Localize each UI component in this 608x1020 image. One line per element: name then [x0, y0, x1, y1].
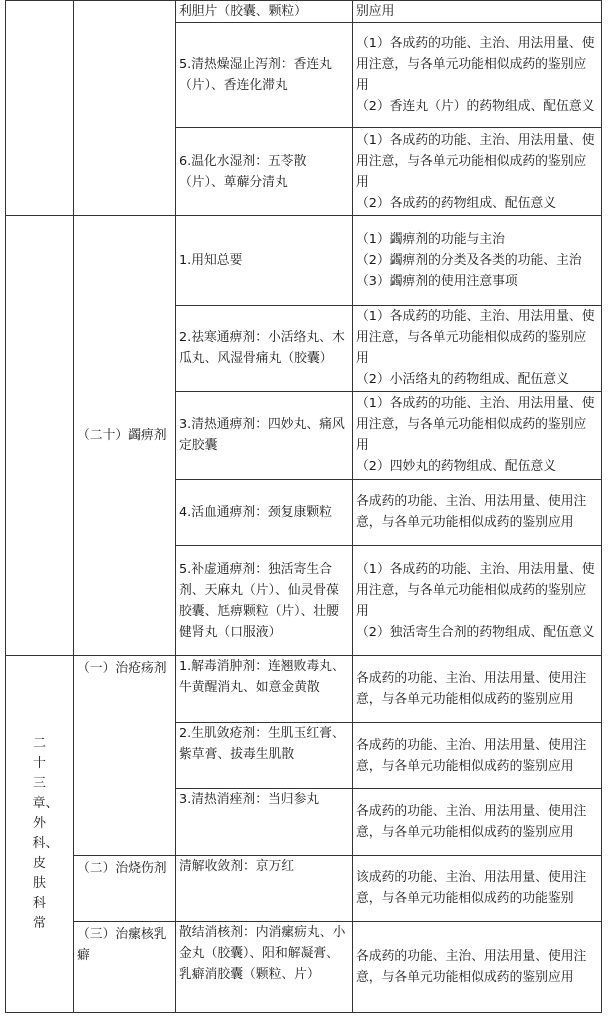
- table-row: [6, 656, 602, 723]
- unit-title: （一）治疮疡剂: [74, 656, 176, 855]
- item-requirement: 各成药的功能、主治、用法用量、使用注意，与各单元功能相似成药的鉴别应用: [353, 656, 602, 723]
- syllabus-table: [5, 0, 602, 1013]
- item-requirement: 各成药的功能、主治、用法用量、使用注意，与各单元功能相似成药的鉴别应用: [353, 479, 602, 545]
- item-name: 5.清热燥湿止泻剂：香连丸（片）、香连化滞丸: [176, 23, 353, 128]
- item-name: 1.解毒消肿剂：连翘败毒丸、牛黄醒消丸、如意金黄散: [176, 656, 353, 723]
- table-row: [6, 855, 602, 921]
- unit-title: （二十）蠲痹剂: [74, 216, 176, 656]
- unit-cell-empty: [74, 1, 176, 216]
- chapter-title: 二十三章、外科、皮肤科常: [6, 656, 74, 1013]
- item-name: 5.补虚通痹剂：独活寄生合剂、天麻丸（片）、仙灵骨葆胶囊、尪痹颗粒（片）、壮腰健肾丸（口服液）: [176, 546, 353, 656]
- item-requirement: （1）各成药的功能、主治、用法用量、使用注意，与各单元功能相似成药的鉴别应用 （2）小活络丸的药物组成、配伍意义: [353, 305, 602, 391]
- item-requirement: 别应用: [353, 1, 602, 23]
- item-name: 3.清热消痤剂：当归参丸: [176, 789, 353, 855]
- item-requirement: 各成药的功能、主治、用法用量、使用注意，与各单元功能相似成药的鉴别应用: [353, 921, 602, 1012]
- item-requirement: （1）各成药的功能、主治、用法用量、使用注意，与各单元功能相似成药的鉴别应用 （2）独活寄生合剂的药物组成、配伍意义: [353, 546, 602, 656]
- table-row: [6, 921, 602, 1012]
- item-name: 2.祛寒通痹剂：小活络丸、木瓜丸、风湿骨痛丸（胶囊）: [176, 305, 353, 391]
- item-requirement: （1）各成药的功能、主治、用法用量、使用注意，与各单元功能相似成药的鉴别应用 （2）香连丸（片）的药物组成、配伍意义: [353, 23, 602, 128]
- table-row: [6, 1, 602, 23]
- item-requirement: （1）蠲痹剂的功能与主治 （2）蠲痹剂的分类及各类的功能、主治 （3）蠲痹剂的使用注意事项: [353, 216, 602, 305]
- chapter-cell-empty: [6, 1, 74, 216]
- item-name: 6.温化水湿剂：五苓散（片）、萆薢分清丸: [176, 128, 353, 216]
- item-requirement: （1）各成药的功能、主治、用法用量、使用注意，与各单元功能相似成药的鉴别应用 （2）四妙丸的药物组成、配伍意义: [353, 391, 602, 479]
- chapter-cell-empty: [6, 216, 74, 656]
- unit-title: （二）治烧伤剂: [74, 855, 176, 921]
- item-name: 2.生肌敛疮剂：生肌玉红膏、紫草膏、拔毒生肌散: [176, 723, 353, 789]
- item-name: 1.用知总要: [176, 216, 353, 305]
- unit-title: （三）治瘰核乳癖: [74, 921, 176, 1012]
- item-requirement: （1）各成药的功能、主治、用法用量、使用注意，与各单元功能相似成药的鉴别应用 （2）各成药的药物组成、配伍意义: [353, 128, 602, 216]
- item-requirement: 各成药的功能、主治、用法用量、使用注 意，与各单元功能相似成药的鉴别应用: [353, 723, 602, 789]
- item-name: 清解收敛剂：京万红: [176, 855, 353, 921]
- item-name: 4.活血通痹剂：颈复康颗粒: [176, 479, 353, 545]
- table-row: [6, 216, 602, 305]
- item-name: 3.清热通痹剂：四妙丸、痛风定胶囊: [176, 391, 353, 479]
- item-name: 散结消核剂：内消瘰疬丸、小金丸（胶囊）、阳和解凝膏、乳癖消胶囊（颗粒、片）: [176, 921, 353, 1012]
- item-name: 利胆片（胶囊、颗粒）: [176, 1, 353, 23]
- item-requirement: 该成药的功能、主治、用法用量、使用注意，与各单元功能相似成药的功能鉴别: [353, 855, 602, 921]
- item-requirement: 各成药的功能、主治、用法用量、使用注意，与各单元功能相似成药的鉴别应用: [353, 789, 602, 855]
